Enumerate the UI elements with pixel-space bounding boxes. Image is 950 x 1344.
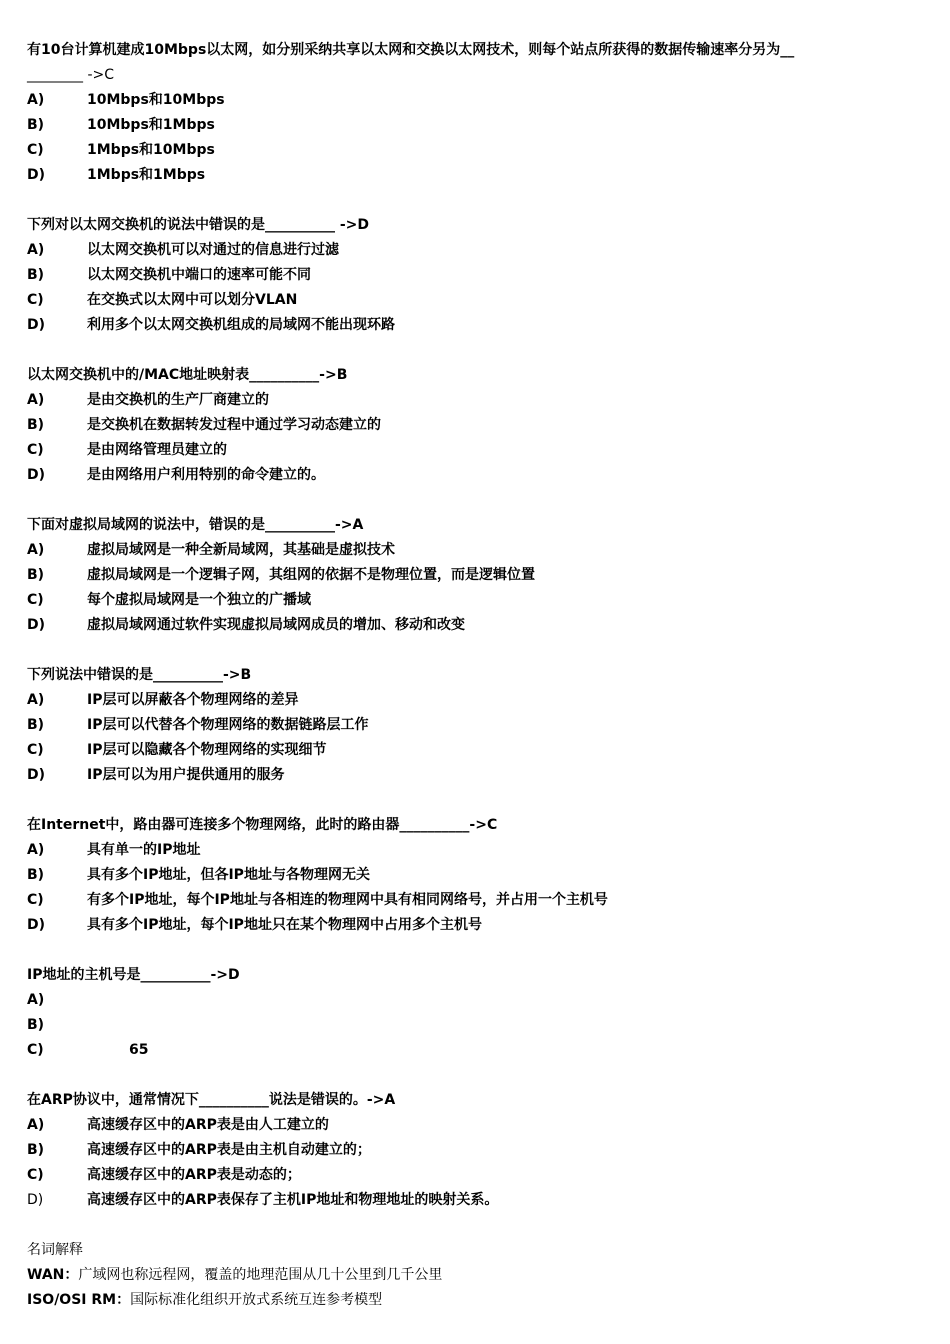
question-8-option-c: C) 高速缓存区中的ARP表是动态的； bbox=[27, 1167, 301, 1183]
question-2-option-a: A) 以太网交换机可以对通过的信息进行过滤 bbox=[27, 242, 339, 258]
question-8-option-a: A) 高速缓存区中的ARP表是由人工建立的 bbox=[27, 1117, 329, 1133]
question-2-option-d: D) 利用多个以太网交换机组成的局域网不能出现环路 bbox=[27, 317, 395, 333]
question-3-stem: 以太网交换机中的/MAC地址映射表__________->B bbox=[27, 367, 348, 383]
question-7-option-b: B) bbox=[27, 1017, 45, 1033]
question-6-option-c: C) 有多个IP地址，每个IP地址与各相连的物理网中具有相同网络号，并占用一个主机号 bbox=[27, 892, 608, 908]
question-3-option-b: B) 是交换机在数据转发过程中通过学习动态建立的 bbox=[27, 417, 381, 433]
glossary-heading: 名词解释 bbox=[27, 1242, 83, 1258]
question-3-option-a: A) 是由交换机的生产厂商建立的 bbox=[27, 392, 269, 408]
question-8-option-b: B) 高速缓存区中的ARP表是由主机自动建立的； bbox=[27, 1142, 371, 1158]
question-6-stem: 在Internet中，路由器可连接多个物理网络，此时的路由器__________->C bbox=[27, 817, 498, 833]
question-7-option-c: C) 65 bbox=[27, 1042, 149, 1058]
question-5-option-b: B) IP层可以代替各个物理网络的数据链路层工作 bbox=[27, 717, 369, 733]
question-1-option-a: A) 10Mbps和10Mbps bbox=[27, 92, 225, 108]
document-page bbox=[27, 38, 927, 1313]
question-8-stem: 在ARP协议中，通常情况下__________说法是错误的。->A bbox=[27, 1092, 396, 1108]
question-6-option-a: A) 具有单一的IP地址 bbox=[27, 842, 201, 858]
question-4-stem: 下面对虚拟局域网的说法中，错误的是__________->A bbox=[27, 517, 364, 533]
question-3-option-c: C) 是由网络管理员建立的 bbox=[27, 442, 227, 458]
question-1-answer-line: ________ ->C bbox=[27, 67, 115, 83]
question-2-option-b: B) 以太网交换机中端口的速率可能不同 bbox=[27, 267, 311, 283]
question-6-option-b: B) 具有多个IP地址，但各IP地址与各物理网无关 bbox=[27, 867, 370, 883]
glossary-item-iso-osi: ISO/OSI RM：国际标准化组织开放式系统互连参考模型 bbox=[27, 1292, 383, 1308]
question-5-option-d: D) IP层可以为用户提供通用的服务 bbox=[27, 767, 285, 783]
question-6-option-d: D) 具有多个IP地址，每个IP地址只在某个物理网中占用多个主机号 bbox=[27, 917, 482, 933]
question-5-option-a: A) IP层可以屏蔽各个物理网络的差异 bbox=[27, 692, 299, 708]
question-8-option-d: D) 高速缓存区中的ARP表保存了主机IP地址和物理地址的映射关系。 bbox=[27, 1192, 499, 1208]
glossary-item-wan: WAN：广域网也称远程网，覆盖的地理范围从几十公里到几千公里 bbox=[27, 1267, 443, 1283]
question-1-option-c: C) 1Mbps和10Mbps bbox=[27, 142, 215, 158]
question-3-option-d: D) 是由网络用户利用特别的命令建立的。 bbox=[27, 467, 325, 483]
question-7-stem: IP地址的主机号是__________->D bbox=[27, 967, 240, 983]
question-5-option-c: C) IP层可以隐藏各个物理网络的实现细节 bbox=[27, 742, 327, 758]
question-4-option-c: C) 每个虚拟局域网是一个独立的广播域 bbox=[27, 592, 311, 608]
question-1-option-b: B) 10Mbps和1Mbps bbox=[27, 117, 215, 133]
question-2-option-c: C) 在交换式以太网中可以划分VLAN bbox=[27, 292, 298, 308]
question-4-option-d: D) 虚拟局域网通过软件实现虚拟局域网成员的增加、移动和改变 bbox=[27, 617, 465, 633]
question-4-option-b: B) 虚拟局域网是一个逻辑子网，其组网的依据不是物理位置，而是逻辑位置 bbox=[27, 567, 535, 583]
question-4-option-a: A) 虚拟局域网是一种全新局域网，其基础是虚拟技术 bbox=[27, 542, 395, 558]
question-1-stem: 有10台计算机建成10Mbps以太网，如分别采纳共享以太网和交换以太网技术，则每个站点所获得的数据传输速率分另为__ bbox=[27, 42, 795, 58]
question-7-option-a: A) bbox=[27, 992, 45, 1008]
question-2-stem: 下列对以太网交换机的说法中错误的是__________ ->D bbox=[27, 217, 370, 233]
question-5-stem: 下列说法中错误的是__________->B bbox=[27, 667, 252, 683]
question-1-option-d: D) 1Mbps和1Mbps bbox=[27, 167, 206, 183]
